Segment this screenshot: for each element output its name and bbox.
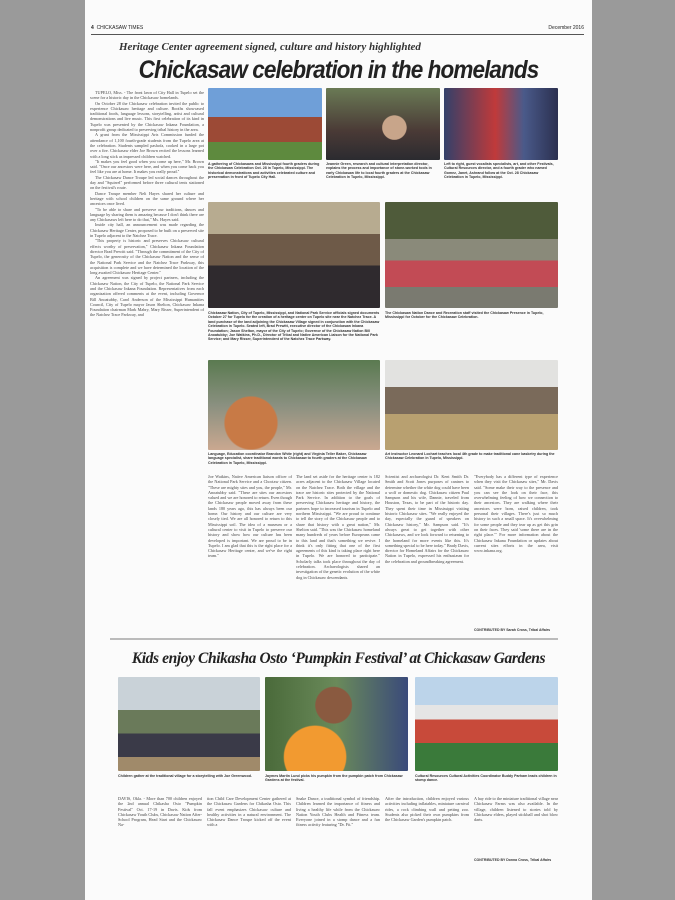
caption: Cultural Resources Cultural Activities Coordinator Buddy Parham leads children in stomp dance. <box>415 774 557 783</box>
caption: Left to right, guest vocalists specialists, art, and other Festivals, Cultural Resources director, and a fourth grader who named Gomez, Janet, Ashrand follow at the Oct. 28 Chickasaw Celebration in Tupelo, Mississippi. <box>444 162 554 180</box>
story2-credit: CONTRIBUTED BY Donna Cross, Tribal Affairs <box>474 858 552 862</box>
photo-city-hall <box>208 88 322 160</box>
story1-left-column <box>90 90 204 635</box>
photo-basketry <box>385 360 558 450</box>
photo-dance-troupe <box>385 202 558 308</box>
caption: Art instructor Leonard Lochart teaches local 4th grade to make traditional cane basketry during the Chickasaw Celebration in Tupelo, Mississippi. <box>385 452 555 461</box>
paragraph: The Chickasaw Dance Troupe led social dances throughout the day and "Squirrel" performed before three cultural tents stationed on the festival's route. <box>90 174 204 191</box>
caption: Language, Education coordinator Brandon White (right) and Virginia Teller Baker, Chickasaw language specialist, share traditional words to Chickasaw to fourth graders at the Chickasaw Celebration in Tupelo, Mississippi. <box>208 452 367 465</box>
paragraph: On October 28 the Chickasaw celebration invited the public to experience Chickasaw heritage and culture. Booths showcased traditional foods, language lessons, storytelling, artist and cultural demonstrations and live music. This first celebration of its kind in Tupelo was presented by the Chickasaw Inkana Foundation, a nonprofit group dedicated to preserving tribal history in the area. <box>90 100 204 133</box>
paper-name: CHICKASAW TIMES <box>96 25 144 31</box>
paragraph: A grant from the Mississippi Arts Commission funded the attendance of 1,100 fourth-grade students from the Tupelo area at the celebration. Students sampled pashofa, cooked in a large pot over a fire. Chickasaw elder Joe Brown recited the lessons learned with a long stick as impressed children watched. <box>90 132 204 159</box>
story1-kicker: Heritage Center agreement signed, culture and history highlighted <box>119 41 421 53</box>
photo-stone-tools <box>326 88 440 160</box>
paragraph: "This property is historic and preserves Chickasaw cultural effects worthy of preservation," Chickasaw Inkana Foundation director Brad Prewitt said. "Through the commitment of the City of Tupelo, the generosity of the Chickasaw Nation and the sense of the National Park Service and the Natchez Trace Parkway, this acquisition is complete and we have determined the location of the long awaited Chickasaw Heritage Center." <box>90 238 204 276</box>
photo-stomp-dance <box>415 677 558 771</box>
paragraph: Dance Troupe member Neli Hayes shared her culture and heritage with school children on the same ground where her ancestors once lived. <box>90 190 204 207</box>
story2-column: A hay ride to the miniature traditional village near Chickasaw Farms was also available. In the village, children listened to stories told by Chickasaw elders, played stickball and shot blow darts. <box>474 796 558 823</box>
caption: A gathering of Chickasaws and Mississippi fourth graders during the Chickasaw Celebration Oct. 28 in Tupelo, Mississippi. The historical demonstrations and activities celebrated culture and preservation in front of Tupelo City Hall. <box>208 162 320 180</box>
paragraph: Inside city hall, an announcement was made regarding the Chickasaw Heritage Center, proposed to be built on a preserved site in Tupelo adjacent to the Natchez Trace. <box>90 222 204 239</box>
paragraph: "It makes you feel good when you come up here," Mr. Brown said. "Once our ancestors were here, and when you come back you feel like you are at home. It makes you really proud." <box>90 158 204 175</box>
caption: The Chickasaw Nation Dance and Recreation staff visited the Chickasaw Presence in Tupelo, Mississippi for October for the Chickasaw Celebration. <box>385 311 544 320</box>
section-divider <box>110 638 558 640</box>
story1-column: Joe Watkins, Native American liaison officer of the National Park Service and a Choctaw citizen. "These are mighty sites and you, the people," Mr. Anoatubby said. "These are sites our ancestors valued and we are honored to return. Even though the Chickasaw people moved away from these lands 180 years ago, this has always been our home. Our history and our culture are very closely tied. We are all honored to return to this Mississippi soil. The idea of a museum or a cultural center to visit in Tupelo to preserve our history and show how our culture has been developed is important. We are proud to be in Tupelo. I am glad that this is the right place for a Chickasaw Heritage center, and we've the right team." <box>208 474 292 559</box>
story1-column: The land set aside for the heritage center is 182 acres adjacent to the Chickasaw Village located on the Natchez Trace. Both the village and the trace are historic sites protected by the National Park Service. In addition to the goals of preserving Chickasaw heritage and history, the partners hope to increased tourism in Tupelo and northern Mississippi. "We are proud to continue to tell the story of the Chickasaw people and to share that history with a great nation," Mr. Shelton said. "This was the Chickasaw homeland many hundreds of years before Europeans came to this land and that's something we revive. I think it's only fitting that one of the first agreements of this kind is taking place right here in Tupelo. We are honored to participate." Scholarly talks took place throughout the day of celebration. Archaeologists shared an investigation of the genetic evolution of the white dog in Chickasaw descendants. <box>296 474 380 580</box>
caption: Chickasaw Nation, City of Tupelo, Mississippi, and National Park Service officials signed documents October 27 for Tupelo for the creation of a heritage center on Tupelo site near the Natchez Trace. A land purchase of the land adjoining the Chickasaw Village signed in conjunction with the Chickasaw Celebration in Tupelo. Seated left, Brad Prewitt, executive director of the Chickasaw Inkana Foundation; Jason Shelton, mayor of the City of Tupelo; Governor of the Chickasaw Nation Bill Anoatubby; Joe Watkins, Ph.D., Director of Tribal and Native American Liaison for the National Park Service; and Mary Risser, Superintendent of the Natchez Trace Parkway. <box>208 311 380 342</box>
story2-column: Snake Dance, a traditional symbol of friendship. Children learned the importance of fitness and living a healthy life while from the Chickasaw Nation Youth Clubs Health and Fitness team. Everyone joined in a stomp dance and a fun fitness activity featuring "Dr. Fit." <box>296 796 380 828</box>
story2-headline: Kids enjoy Chikasha Osto ‘Pumpkin Festival’ at Chickasaw Gardens <box>131 650 546 667</box>
issue-date: December 2016 <box>548 25 584 31</box>
photo-fourth-graders <box>444 88 558 160</box>
caption: Jaymes Martin Lund picks his pumpkin from the pumpkin patch from Chickasaw Gardens at the festival. <box>265 774 403 783</box>
caption: Children gather at the traditional village for a storytelling with Joe Greenwood. <box>118 774 252 778</box>
story1-headline: Chickasaw celebration in the homelands <box>138 56 539 84</box>
page-number: 4 <box>91 25 94 31</box>
story2-column: DAVIS, Okla. - More than 700 children enjoyed the 2nd annual Chikasha Osto "Pumpkin Festival" Oct. 17-19 in Davis. Kids from Chickasaw Youth Clubs, Chickasaw Nation After-School Program, Head Start and the Chickasaw Na- <box>118 796 202 828</box>
photo-signing <box>208 202 380 308</box>
photo-storytelling <box>118 677 260 771</box>
story1-column: Scientist and archaeologist Dr. Kent Smith Dr. Smith and Scott Jones purposes of canines to determine whether the white dog could have been a wolf or domestic dog. Chickasaw citizen Paul Sampson and his wife, Dannie, traveled from Houston, Texas, to be part of the historic day. They spent their time in Mississippi visiting historic Chickasaw sites. "We really enjoyed the day, especially the guard of speakers on Chickasaw history," Mr. Sampson said. "It's always great to get together with other Chickasaws, and we look forward to returning to the homeland for more events like this. It's something special to be here today." Brady Davis, director for Homeland Affairs for the Chickasaw Nation in Tupelo, expressed his enthusiasm for the celebration and groundbreaking agreement. <box>385 474 469 564</box>
story2-column: tion Child Care Development Center gathered at the Chickasaw Gardens for Chikasha Osto. This fall event emphasizes Chickasaw culture and healthy activities in a natural environment. The Chickasaw Dance Troupe kicked off the event with a <box>207 796 291 828</box>
paragraph: "To be able to share and preserve our traditions, dances and language by sharing them is amazing because I don't think there are any Chickasaws left here to do that," Ms. Hayes said. <box>90 206 204 223</box>
story1-credit: CONTRIBUTED BY Sarah Cross, Tribal Affairs <box>474 628 551 632</box>
story1-column: "Everybody has a different type of experience when they visit the Chickasaw sites," Mr. Davis said. "Some make their way to the presence and you can see the look on their face, this overwhelming feeling of how we connection to their ancestors. They are walking where their ancestors were born, raised children, took personal their villages. There's just so much history in such a small space. It's overwhelming for some people and they tear up as get this grin on their faces. They said 'some there are in the right place.'" For more information about the Chickasaw Inkana Foundation or updates about current sites efforts in the area, visit www.inkana.org. <box>474 474 558 554</box>
caption: Jeannie Green, research and cultural interpretation director, explains the process and importance of stone-worked tools in early Chickasaw life to local fourth graders at the Chickasaw Celebration in Tupelo, Mississippi. <box>326 162 432 180</box>
paragraph: TUPELO, Miss. - The front lawn of City Hall in Tupelo set the scene for a historic day in the Chickasaw homelands. <box>90 90 204 101</box>
photo-language <box>208 360 380 450</box>
newspaper-page <box>85 0 592 900</box>
story2-column: After the introduction, children enjoyed various activities including inflatables, miniature carnival rides, a rock climbing wall and petting zoo. Students also picked their own pumpkins from the Chickasaw Garden's pumpkin patch. <box>385 796 469 823</box>
paragraph: An agreement was signed by project partners, including the Chickasaw Nation, the City of Tupelo, the National Park Service and the Chickasaw Inkana Foundation. Representatives from each organization offered comments at the event, including Governor Bill Anoatubby, Carol Anderson of the Mississippi Humanities Council, City of Tupelo mayor Jason Shelton, Chickasaw Inkana Foundation chairman Mark Mabry, Mary Risser, Superintendent of the Natchez Trace Parkway, and <box>90 275 204 318</box>
folio-line <box>91 25 584 35</box>
photo-pumpkin-boy <box>265 677 408 771</box>
